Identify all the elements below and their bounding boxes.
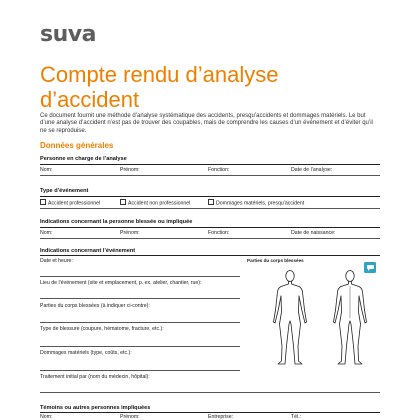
- divider: [40, 346, 240, 347]
- injured-body-parts-field[interactable]: Parties du corps blessées (à indiquer ci-contre):: [40, 303, 150, 309]
- title-line-2: d’accident: [40, 87, 140, 112]
- injury-type-field[interactable]: Type de blessure (coupure, hématome, fracture, etc.):: [40, 326, 164, 332]
- suva-logo: suva: [40, 22, 96, 47]
- firstname-field[interactable]: Prénom:: [120, 167, 140, 173]
- material-damage-field[interactable]: Dommages matériels (type, coûts, etc.):: [40, 350, 132, 356]
- event-info-heading: Indications concernant l’événement: [40, 248, 136, 254]
- human-body-outline-icon[interactable]: [248, 266, 388, 368]
- checkbox-icon: [208, 199, 214, 205]
- name-field[interactable]: Nom:: [40, 167, 53, 173]
- checkbox-non-occupational-accident[interactable]: [120, 199, 190, 207]
- event-type-heading: Type d’événement: [40, 188, 89, 194]
- body-parts-label: Parties du corps blessées: [247, 258, 304, 263]
- birthdate-field[interactable]: Date de naissance:: [291, 230, 336, 236]
- analysis-date-field[interactable]: Date de l’analyse:: [291, 167, 333, 173]
- page-title: [40, 62, 380, 112]
- divider: [40, 370, 240, 371]
- event-location-field[interactable]: Lieu de l’événement (site et emplacement, p. ex. atelier, chantier, rue):: [40, 280, 202, 286]
- name-field[interactable]: Nom:: [40, 230, 53, 236]
- injured-person-heading: Indications concernant la personne blessée ou impliquée: [40, 219, 193, 225]
- checkbox-label: Accident professionnel: [48, 200, 101, 207]
- checkbox-label: Accident non professionnel: [128, 200, 191, 207]
- divider: [40, 276, 240, 277]
- date-time-field[interactable]: Date et heure:: [40, 258, 73, 264]
- company-field[interactable]: Entreprise:: [208, 414, 234, 420]
- divider: [40, 164, 380, 165]
- divider: [40, 298, 240, 299]
- intro-paragraph: Ce document fournit une méthode d’analyse systématique des accidents, presqu’accidents et dommages matériels. Le but d’une analyse d’accident n’est pas de trouver des coupables, mais de comprendre les causes d’un événement et d’éviter qu’il ne se reproduise.: [40, 113, 373, 134]
- checkbox-occupational-accident[interactable]: [40, 199, 100, 207]
- divider: [40, 227, 380, 228]
- divider: [40, 208, 380, 209]
- firstname-field[interactable]: Prénom:: [120, 230, 140, 236]
- witnesses-heading: Témoins ou autres personnes impliquées: [40, 405, 151, 411]
- function-field[interactable]: Fonction:: [208, 167, 230, 173]
- checkbox-material-damage[interactable]: [208, 199, 304, 207]
- divider: [40, 255, 380, 256]
- checkbox-label: Dommages matériels, presqu’accident: [216, 200, 305, 207]
- phone-field[interactable]: Tél.:: [291, 414, 302, 420]
- divider: [40, 412, 380, 413]
- checkbox-icon: [120, 199, 126, 205]
- divider: [40, 392, 380, 393]
- initial-treatment-field[interactable]: Traitement initial par (nom du médecin, hôpital):: [40, 374, 150, 380]
- function-field[interactable]: Fonction:: [208, 230, 230, 236]
- name-field[interactable]: Nom:: [40, 414, 53, 420]
- title-line-1: Compte rendu d’analyse: [40, 62, 279, 87]
- divider: [40, 175, 380, 176]
- person-in-charge-heading: Personne en charge de l’analyse: [40, 156, 127, 162]
- checkbox-icon: [40, 199, 46, 205]
- section-title: Données générales: [40, 141, 114, 150]
- divider: [40, 196, 380, 197]
- divider: [40, 238, 380, 239]
- firstname-field[interactable]: Prénom:: [120, 414, 140, 420]
- divider: [40, 322, 240, 323]
